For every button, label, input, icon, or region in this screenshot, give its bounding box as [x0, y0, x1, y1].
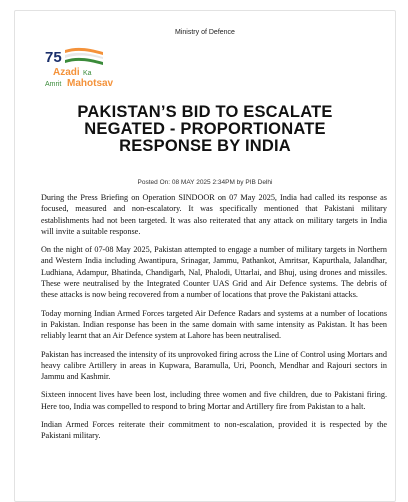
logo-amrit: Amrit	[45, 81, 62, 88]
paragraph: On the night of 07-08 May 2025, Pakistan attempted to engage a number of military targets in Northern and Western India including Awantipura, Srinagar, Jammu, Pathankot, Amritsar, Kapurthala, Jalandhar, Ludhiana, Adampur, Bhatinda, Chandigarh, Nal, Phalodi, Uttarlai, and Bhuj, using drones and missiles. These were neutralised by the Integrated Counter UAS Grid and Air Defence systems. The debris of these attacks is now being recovered from a number of locations that prove the Pakistani attacks.	[41, 245, 387, 300]
paragraph: Indian Armed Forces reiterate their commitment to non-escalation, provided it is respected by the Pakistani military.	[41, 420, 387, 441]
page-title	[45, 104, 365, 155]
paragraph: Today morning Indian Armed Forces targeted Air Defence Radars and systems at a number of locations in Pakistan. Indian response has been in the same domain with same intensity as Pakistan. It has been reliably learnt that an Air Defence system at Lahore has been neutralised.	[41, 308, 387, 341]
posted-on: Posted On: 08 MAY 2025 2:34PM by PIB Delhi	[137, 179, 273, 186]
logo-mahotsav: Mahotsav	[67, 78, 114, 89]
paragraph: During the Press Briefing on Operation SINDOOR on 07 May 2025, India had called its response as focused, measured and non-escalatory. It was specifically mentioned that Pakistani military establishments had not been targeted. It was also reiterated that any attack on military targets in India will invite a suitable response.	[41, 193, 387, 236]
title-line-3: RESPONSE BY INDIA	[119, 137, 291, 155]
ministry-label: Ministry of Defence	[175, 29, 235, 36]
title-line-1: PAKISTAN’S BID TO ESCALATE	[77, 103, 333, 121]
press-release-page	[14, 10, 396, 502]
logo-azadi: Azadi	[53, 67, 80, 78]
azadi-ka-amrit-mahotsav-logo	[43, 45, 133, 89]
press-release-body	[41, 192, 387, 449]
logo-number: 75	[45, 49, 62, 66]
paragraph: Pakistan has increased the intensity of its unprovoked firing across the Line of Control using Mortars and heavy calibre Artillery in areas in Kupwara, Baramulla, Uri, Poonch, Mendhar and Rajouri sectors in Jammu and Kashmir.	[41, 349, 387, 382]
title-line-2: NEGATED - PROPORTIONATE	[84, 120, 326, 138]
logo-ka: Ka	[83, 70, 92, 77]
paragraph: Sixteen innocent lives have been lost, including three women and five children, due to Pakistani firing. Here too, India was compelled to respond to bring Mortar and Artillery fire from Pakistan to a halt.	[41, 390, 387, 411]
